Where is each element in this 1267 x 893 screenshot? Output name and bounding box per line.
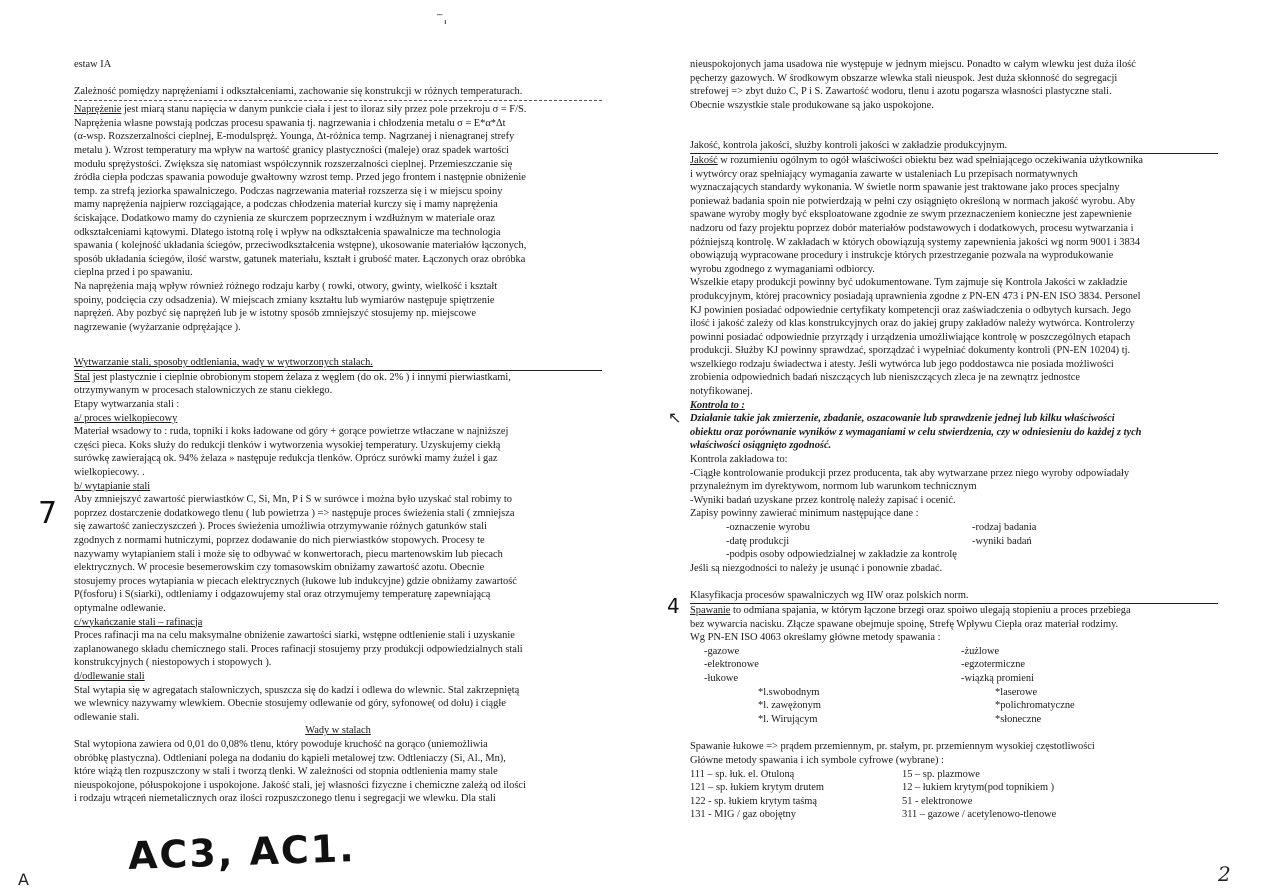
jakosc-line: wyznaczających standardy wykonania. W świetle norm spawanie jest traktowane jako proces specjalny [690, 182, 1120, 194]
naprezenie-line: jest miarą stanu napięcia w danym punkcie ciała i jest to iloraz siły przez pole przekroju σ = F/S. [121, 104, 527, 116]
subheading-c: c/wykańczanie stali – rafinacja [74, 616, 203, 628]
kontrola-definition-line: właściwości osiągnięto zgodność. [690, 440, 832, 452]
metody-item: -gazowe [704, 645, 740, 657]
symbol-item: 15 – sp. plazmowe [902, 768, 980, 780]
d-line: we wlewnicy nazywamy wlewkiem. Obecnie stosujemy odlewanie od góry, syfonowe( od dołu) i ciągłe [74, 698, 506, 710]
b-line: stosujemy proces wytapiania w piecach elektrycznych (łukowe lub indukcyjne) gdzie obniżamy zawartość [74, 575, 517, 587]
metody-item: *słoneczne [995, 713, 1042, 725]
b-line: zgodnych z normami hutniczymi, poprzez dodawanie do nich pierwiastków stopowych. Procesy te [74, 535, 485, 546]
kontrola-definition-line: Działanie takie jak zmierzenie, zbadanie, oszacowanie lub sprawdzenie jednej lub kilku właściwości [690, 413, 1115, 425]
jakosc-line: Wszelkie etapy produkcji powinny być udokumentowane. Tym zajmuje się Kontrola Jakości w zakładzie [690, 277, 1128, 289]
jakosc-line: spawane wyroby mogły być eksploatowane zgodnie ze swym przeznaczeniem konieczne jest zapewnienie [690, 209, 1132, 221]
intro-title: Zależność pomiędzy naprężeniami i odkształceniami, zachowanie się konstrukcji w różnych temperaturach. [74, 85, 523, 97]
karby-line: Na naprężenia mają wpływ również różnego rodzaju karby ( rowki, otwory, gwinty, wielkość i kształt [74, 280, 498, 292]
kontrola-line: -Wyniki badań uzyskane przez kontrolę należy zapisać i ocenić. [690, 494, 956, 506]
jakosc-line: obowiązują wypracowane procedury i instrukcje których przestrzeganie pozwala na wyprodukowanie [690, 250, 1114, 262]
margin-handwritten-digit-right: 4 [667, 594, 680, 618]
zapisy-left [726, 521, 972, 562]
b-line: elektrycznych. W procesie besemerowskim czy tomasowskim obniżamy zawartość azotu. Obecnie [74, 562, 485, 574]
a-line: wielkopiecowy. . [74, 467, 145, 479]
b-line: nazywamy wytapianiem stali i może się to odbywać w konwertorach, piecu martenowskim lub piecach [74, 548, 503, 560]
kontrola-heading: Kontrola to : [690, 399, 745, 411]
page-number: 2 [1218, 862, 1231, 886]
naprezenie-term: Naprężenie [74, 104, 122, 116]
subheading-b: b/ wytapianie stali [74, 480, 151, 492]
wady-line: i rodzaju wtrąceń niemetalicznych oraz ilości rozpuszczonego tlenu i segregacji we wlewku. Dla stali [74, 793, 496, 805]
top-line: pęcherzy gazowych. W środkowym obszarze wlewka stali nieuspok. Jest duża skłonność do segregacji [690, 72, 1118, 84]
subheading-a: a/ proces wielkopiecowy [74, 412, 178, 424]
niezgodnosci-line: Jeśli są niezgodności to należy je usunąć i ponownie zbadać. [690, 562, 943, 574]
naprezenie-line: mamy naprężenia najpierw rozciągające, a podczas chłodzenia materiał kurczy się i mamy naprężenia [74, 199, 498, 211]
c-line: Proces rafinacji ma na celu maksymalne obniżenie zawartości siarki, wstępne odtlenienie stali i uzyskanie [74, 630, 515, 642]
right-column [690, 0, 1218, 822]
corner-mark: A [18, 870, 29, 889]
klasyfikacja-heading [690, 589, 1218, 604]
symbol-item: 311 – gazowe / acetylenowo-tlenowe [902, 809, 1057, 821]
jakosc-heading [690, 139, 1218, 154]
naprezenie-line: źródła ciepła podczas spawania powoduje gwałtowny wzrost temp. Przed jego frontem i następnie obniżenie [74, 172, 526, 184]
jakosc-line: notyfikowanej. [690, 386, 753, 398]
metody-list [690, 645, 1218, 727]
zapisy-item: -rodzaj badania [972, 522, 1037, 533]
handwritten-note: AC3, AC1. [127, 826, 357, 878]
symbole-list [690, 768, 1218, 822]
spawanie-line: to odmiana spajania, w którym łączone brzegi oraz spoiwo ulegają stopieniu a proces przebiega [730, 604, 1131, 616]
symbol-item: 121 – sp. łukiem krytym drutem [690, 782, 824, 794]
top-line: Obecnie wszystkie stale produkowane są jako uspokojone. [690, 99, 934, 111]
jakosc-line: późniejszą kontrolę. W zakładach w których obowiązują systemy zapewnienia jakości wg norm 9001 i 3834 [690, 236, 1141, 248]
a-line: surówkę zawierającą ok. 94% żelaza » następuje redukcja tlenków. Oprócz surówki mamy żużel i gaz [74, 453, 498, 465]
b-line: się zawartość zanieczyszczeń ). Proces świeżenia umożliwia otrzymywanie różnych gatunków stali [74, 521, 487, 533]
metody-item: *polichromatyczne [995, 700, 1075, 712]
symbole-right [902, 768, 1218, 822]
jakosc-line: w rozumieniu ogólnym to ogół właściwości obiektu bez wad spełniającego oczekiwania użytkownika [717, 154, 1144, 166]
jakosc-paragraph [690, 154, 1218, 168]
jakosc-line: wszelkiego rodzaju świadectwa i atesty. Jeśli wytwórca lub jego poddostawca nie posiada możliwości [690, 358, 1114, 370]
jakosc-term: Jakość [690, 154, 718, 166]
kontrola-line: -Ciągłe kontrolowanie produkcji przez producenta, tak aby wytwarzane przez niego wyroby odpowiadały [690, 467, 1130, 479]
naprezenie-line: cieplna przed i po spawaniu. [74, 267, 193, 279]
prad-line: Spawanie łukowe => prądem przemiennym, pr. stałym, pr. przemiennym wysokiej częstotliwości [690, 741, 1095, 753]
section-header: estaw IA [74, 59, 112, 70]
naprezenie-line: temp. za strefą jeziorka spawalniczego. Podczas nagrzewania materiał rozszerza się i w miejscu spoiny [74, 185, 503, 197]
kontrola-line: Zapisy powinny zawierać minimum następujące dane : [690, 508, 919, 520]
wytwarzanie-heading [74, 356, 602, 371]
jakosc-line: produkcji. Służby KJ powinny sprawdzać, sporządzać i wypełniać dokumenty kontroli (PN-EN 10204) tj. [690, 345, 1131, 357]
symbol-item: 111 – sp. łuk. el. Otuloną [690, 768, 795, 780]
wytwarzanie-heading-text: Wytwarzanie stali, sposoby odtleniania, wady w wytworzonych stalach. [74, 357, 373, 369]
jakosc-line: ilość i jakość zależy od klas konstrukcyjnych oraz do jakiej grupy zakładów należy wytwórca. Kontrolerzy [690, 318, 1135, 330]
stal-term: Stal [74, 371, 91, 383]
jakosc-line: zrobienia odpowiednich badań niszczących lub nieniszczących zleca je na zewnątrz jednostce [690, 372, 1081, 384]
jakosc-line: produkcyjnym, której pracownicy posiadają uprawnienia zgodne z PN-EN 473 i PN-EN ISO 3834. Personel [690, 290, 1141, 302]
metody-item: *l.swobodnym [758, 686, 820, 698]
zapisy-list [690, 521, 1218, 562]
zapisy-item: -datę produkcji [726, 535, 790, 547]
wady-heading-row [74, 724, 602, 738]
naprezenie-line: spawania ( kolejność układania ściegów, przeciwodkształcenia wstępne), ukosowanie materiałów łączonych, [74, 240, 527, 252]
kontrola-line: przynależnym im dyrektywom, normom lub warunkom technicznym [690, 481, 977, 493]
naprezenie-line: odkształceniami kątowymi. Dlatego istotną rolę i wpływ na odkształcenia spawalnicze ma technologia [74, 226, 501, 238]
klasyfikacja-heading-text: Klasyfikacja procesów spawalniczych wg IIW oraz polskich norm. [690, 590, 969, 602]
metody-item: *l. zawężonym [758, 700, 821, 712]
top-scan-mark: ⁻ˌ [436, 10, 448, 26]
metody-item: -egzotermiczne [961, 659, 1026, 671]
jakosc-line: nadzoru od fazy projektu poprzez dobór materiałów podstawowych i dodatkowych, procesu wytwarzania i [690, 222, 1134, 234]
symbol-item: 122 - sp. łukiem krytym taśmą [690, 795, 817, 807]
stal-line: jest plastycznie i cieplnie obrobionym stopem żelaza z węglem (do ok. 2% ) i innymi pierwiastkami, [90, 371, 511, 383]
zapisy-item: -podpis osoby odpowiedzialnej w zakładzie za kontrolę [726, 549, 957, 561]
jakosc-heading-text: Jakość, kontrola jakości, służby kontroli jakości w zakładzie produkcyjnym. [690, 140, 1008, 152]
zapisy-item: -oznaczenie wyrobu [726, 522, 810, 533]
metody-item: -łukowe [704, 672, 739, 684]
margin-handwritten-digit-left: 7 [38, 496, 58, 531]
metody-item: -żużlowe [961, 645, 1000, 657]
b-line: optymalne odlewanie. [74, 602, 166, 614]
symbole-left [690, 768, 902, 822]
stal-paragraph [74, 371, 602, 385]
naprezenie-line: metalu ). Wzrost temperatury ma wpływ na wartość granicy plastyczności (maleje) oraz spadek wartości [74, 144, 509, 156]
d-line: Stal wytapia się w agregatach stalowniczych, spuszcza się do kadzi i odlewa do wlewnic. Stal zakrzepniętą [74, 684, 520, 696]
wady-line: obróbkę plastyczna). Odtleniani polega na dodaniu do kąpieli metalowej tzw. Odtleniaczy (Si, Al., Mn), [74, 752, 506, 764]
symbol-item: 51 - elektronowe [902, 795, 973, 807]
wady-line: Stal wytopiona zawiera od 0,01 do 0,08% tlenu, który powoduje kruchość na gorąco (uniemożliwia [74, 738, 488, 750]
naprezenie-line: modułu sprężystości. Zwiększa się natomiast współczynnik rozszerzalności cieplnej. Przemieszczanie się [74, 158, 513, 170]
jakosc-line: KJ powinien posiadać odpowiednie certyfikaty kompetencji oraz zaświadczenia o odbytych kursach. Jego [690, 304, 1131, 316]
zapisy-item: -wyniki badań [972, 535, 1032, 547]
naprezenie-line: Naprężenia własne powstają podczas procesu spawania tj. nagrzewania i chłodzenia metalu σ = E*α*Δt [74, 117, 506, 129]
jakosc-line: powinni posiadać odpowiednie przyrządy i urządzenia umożliwiające kontrolę w poszczególnych etapach [690, 331, 1131, 343]
symbol-item: 131 - MIG / gaz obojętny [690, 809, 796, 821]
d-line: odlewanie stali. [74, 711, 140, 723]
metody-item: *l. Wirującym [758, 713, 818, 725]
top-line: nieuspokojonych jama usadowa nie występuje w jednym miejscu. Ponadto w całym wlewku jest duża ilość [690, 59, 1136, 70]
metody-item: -wiązką promieni [961, 672, 1034, 684]
subheading-d: d/odlewanie stali [74, 670, 145, 682]
a-line: części pieca. Koks służy do redukcji tlenków i wytworzenia wysokiej temperatury. Uzyskujemy ciekłą [74, 439, 501, 451]
karby-line: naprężeń. Aby pozbyć się naprężeń lub je w istotny sposób zmniejszyć stosujemy np. miejscowe [74, 308, 476, 320]
naprezenie-line: sposób układania ściegów, ilość warstw, gatunek materiału, kształt i grubość mater. Łączonych oraz obróbka [74, 253, 526, 265]
spawanie-line: Wg PN-EN ISO 4063 określamy główne metody spawania : [690, 632, 941, 644]
wady-line: nieuspokojone, półuspokojone i uspokojone. Jakość stali, jej własności fizyczne i chemiczne zależą od ilości [74, 779, 526, 791]
stal-line: otrzymywanym w procesach stalowniczych ze stanu ciekłego. [74, 385, 333, 397]
left-column [74, 0, 602, 806]
naprezenie-line: (α-wsp. Rozszerzalności cieplnej, E-modulspręż. Younga, Δt-różnica temp. Nagrzanej i nienagranej strefy [74, 131, 515, 143]
symbol-item: 12 – łukiem krytym(pod topnikiem ) [902, 782, 1055, 794]
spawanie-term: Spawanie [690, 604, 731, 616]
metody-item: -elektronowe [704, 659, 759, 671]
b-line: P(fosforu) i S(siarki), odtleniamy i odgazowujemy stal oraz otrzymujemy temperaturę zapewniającą [74, 589, 491, 601]
c-line: zaplanowanego składu chemicznego stali. Proces rafinacji stosujemy przy produkcji odpowiedzialnych stali [74, 643, 523, 655]
jakosc-line: wyrobu zgodnego z wymaganiami odbiorcy. [690, 263, 875, 275]
b-line: Aby zmniejszyć zawartość pierwiastków C, Si, Mn, P i S w surówce i można było uzyskać stal robimy to [74, 494, 512, 506]
spawanie-line: bez wywarcia nacisku. Złącze spawane obejmuje spoinę, Strefę Wpływu Ciepła oraz materiał rodzimy. [690, 618, 1119, 630]
top-line: strefowej => zbyt dużo C, P i S. Zawartość wodoru, tlenu i azotu pogarsza własności plastyczne stali. [690, 86, 1112, 98]
c-line: konstrukcyjnych ( niestopowych i stopowych ). [74, 657, 272, 669]
kontrola-definition-line: obiektu oraz porównanie wyników z wymaganiami w celu stwierdzenia, czy w odniesieniu do każdej z tych [690, 426, 1142, 438]
karby-line: spoiny, podcięcia czy odsadzenia). W miejscach zmiany kształtu lub wymiarów następuje spiętrzenie [74, 294, 495, 306]
handwritten-arrow-icon: ↖ [668, 408, 682, 427]
metody-item: *laserowe [995, 686, 1038, 698]
b-line: poprzez dostarczenie dodatkowego tlenu ( lub powietrza ) => następuje proces świeżenia stali ( zmniejsza [74, 507, 515, 519]
karby-line: nagrzewanie (wyżarzanie odprężające ). [74, 321, 241, 333]
naprezenie-line: ściskające. Dodatkowo mamy do czynienia ze skurczem poprzecznym i wzdłużnym w materiale oraz [74, 212, 495, 224]
wady-line: które wiążą tlen rozpuszczony w stali i tworzą tlenki. W zależności od stopnia odtlenienia mamy stale [74, 766, 498, 778]
metody-left [704, 645, 961, 727]
a-line: Materiał wsadowy to : ruda, topniki i koks ładowane od góry + gorące powietrze wtłaczane w najniższej [74, 426, 509, 438]
divider [74, 100, 602, 101]
stal-line: Etapy wytwarzania stali : [74, 399, 180, 411]
prad-line: Główne metody spawania i ich symbole cyfrowe (wybrane) : [690, 754, 944, 766]
naprezenie-paragraph [74, 103, 602, 117]
jakosc-line: i wytwórcy oraz spełniający wymagania zawarte w ustaleniach Lu przepisach normatywnych [690, 168, 1078, 180]
kontrola-line: Kontrola zakładowa to: [690, 454, 788, 466]
zapisy-right [972, 521, 1218, 562]
metody-right [961, 645, 1218, 727]
jakosc-line: ponieważ badania spoin nie potwierdzają w pełni czy osiągnięto określoną w normach jakość wyrobu. Aby [690, 195, 1136, 207]
wady-heading: Wady w stalach [305, 725, 371, 737]
spawanie-paragraph [690, 604, 1218, 618]
